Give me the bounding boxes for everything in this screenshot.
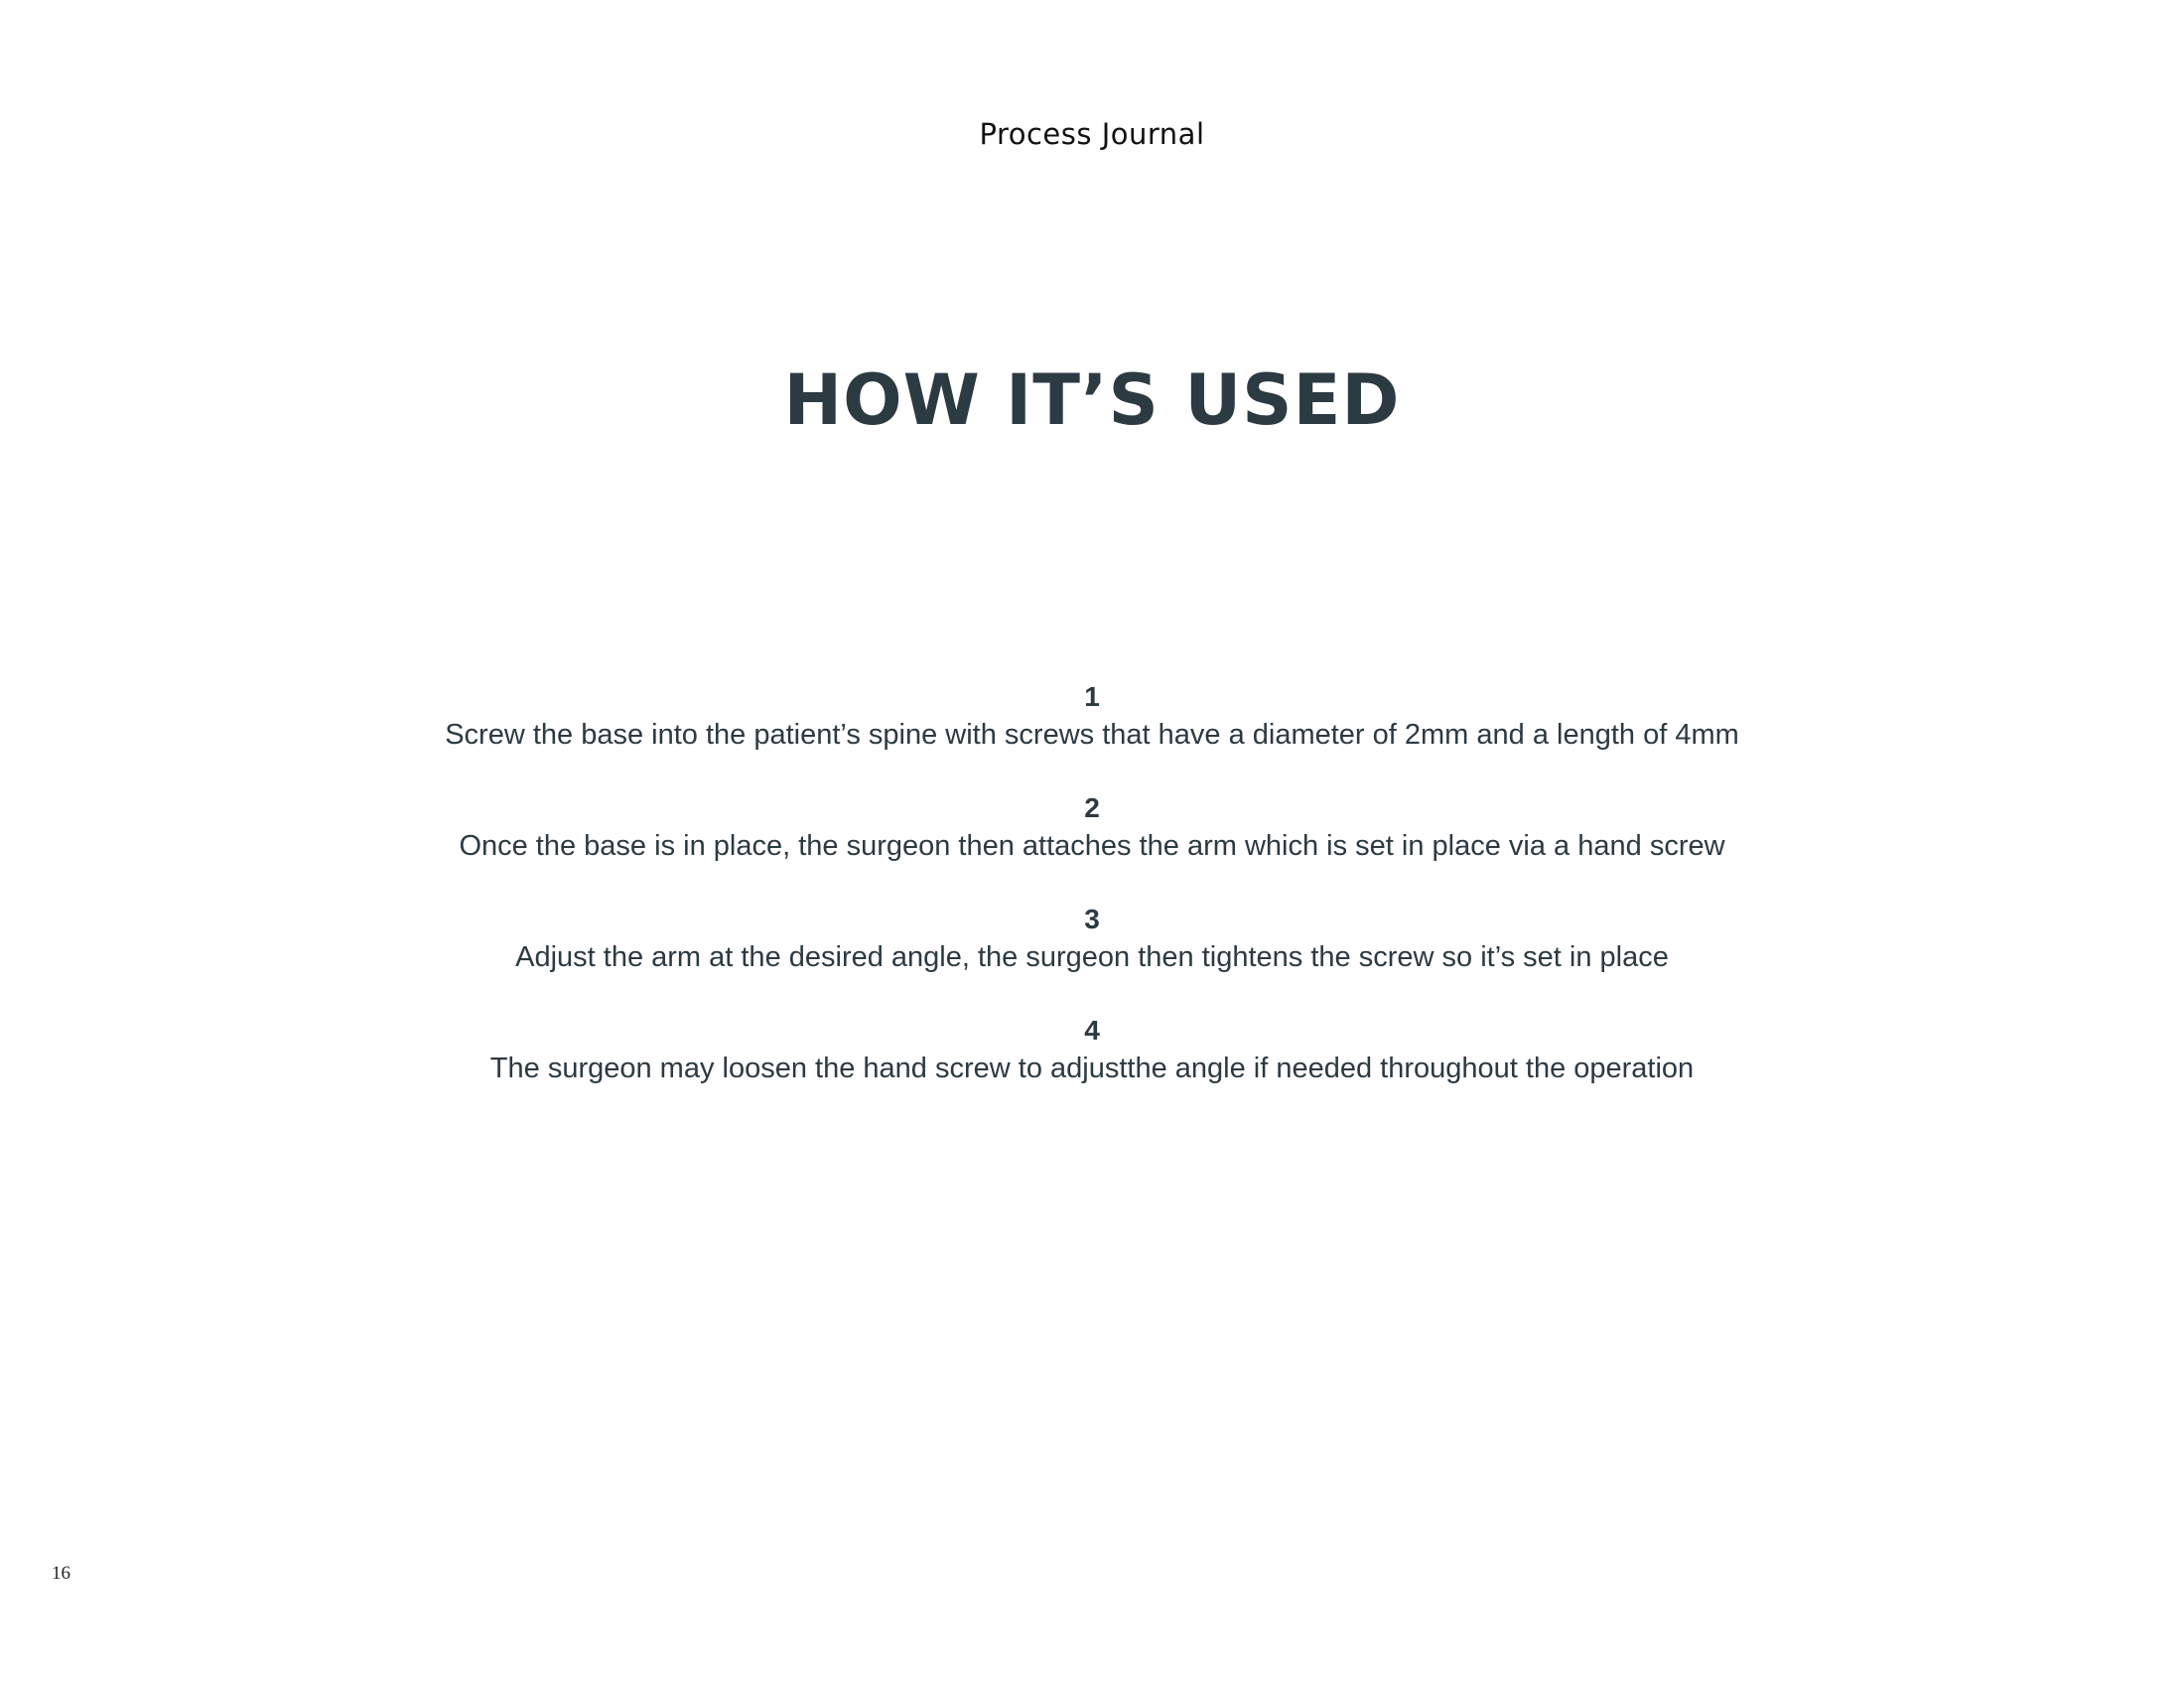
running-header: Process Journal bbox=[979, 117, 1205, 151]
step-item bbox=[0, 1012, 2184, 1087]
steps-list bbox=[0, 678, 2184, 1123]
step-text: Screw the base into the patient’s spine with screws that have a diameter of 2mm and a length of 4mm bbox=[445, 719, 1739, 751]
step-item bbox=[0, 901, 2184, 976]
page-title: HOW IT’S USED bbox=[783, 359, 1401, 441]
step-number: 2 bbox=[1084, 792, 1100, 823]
step-text: The surgeon may loosen the hand screw to adjustthe angle if needed throughout the operation bbox=[489, 1053, 1695, 1084]
step-item bbox=[0, 678, 2184, 754]
step-number: 4 bbox=[1084, 1015, 1100, 1046]
step-text: Adjust the arm at the desired angle, the surgeon then tightens the screw so it’s set in place bbox=[515, 941, 1669, 973]
step-item bbox=[0, 789, 2184, 865]
step-number: 3 bbox=[1084, 904, 1100, 934]
step-number: 1 bbox=[1084, 681, 1100, 712]
page-number: 16 bbox=[52, 1563, 70, 1584]
step-text: Once the base is in place, the surgeon then attaches the arm which is set in place via a hand screw bbox=[459, 830, 1725, 862]
